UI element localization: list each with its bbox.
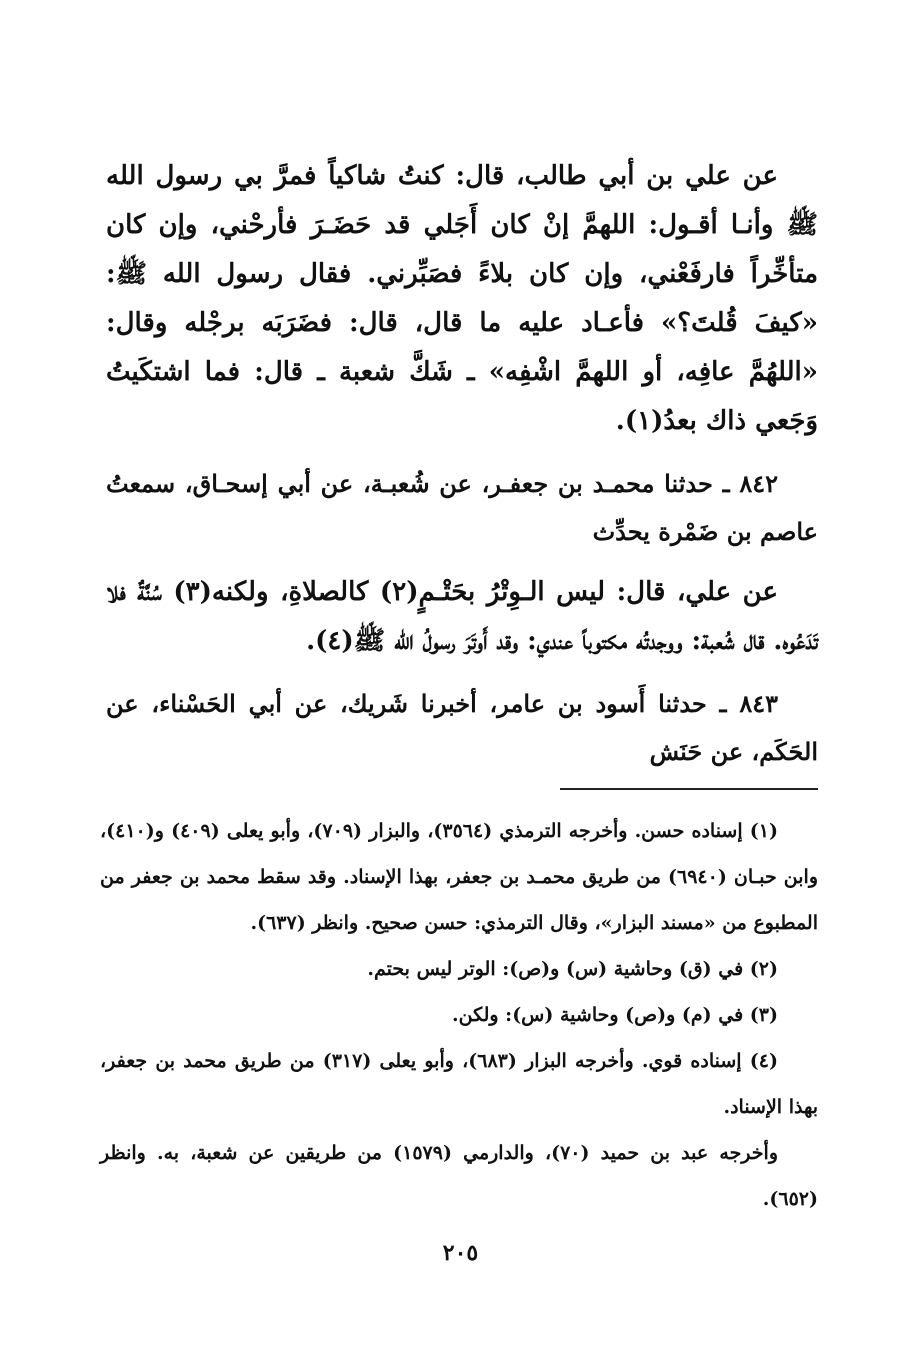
footnote-separator xyxy=(560,788,818,790)
footnote-2: (٢) في (ق) وحاشية (س) و(ص): الوتر ليس بحتم. xyxy=(367,958,778,980)
hadith-843-isnad: ٨٤٣ ـ حدثنا أَسود بن عامر، أخبرنا شَريك، عن أبي الحَسْناء، عن الحَكَم، عن حَنَش xyxy=(106,689,818,766)
footnote-4-continued: وأخرجه عبد بن حميد (٧٠)، والدارمي (١٥٧٩) من طريقين عن شعبة، به. وانظر (٦٥٢). xyxy=(100,1142,818,1210)
page-number: ٢٠٥ xyxy=(442,1240,479,1266)
main-text-block xyxy=(106,152,818,788)
footnotes-block xyxy=(100,808,818,1222)
footnote-1: (١) إسناده حسن. وأخرجه الترمذي (٣٥٦٤)، والبزار (٧٠٩)، وأبو يعلى (٤٠٩) و(٤١٠)، وابن حبـان (٦٩٤٠) من طريق محمـد بن جعفر، بهذا الإسناد. وقد سقط محمد بن جعفر من المطبوع من «مسند البزار»، وقال الترمذي: حسن صحيح. وانظر (٦٣٧). xyxy=(100,820,819,934)
hadith-842-isnad: ٨٤٢ ـ حدثنا محمـد بن جعفـر، عن شُعبـة، عن أبي إسحـاق، سمعتُ عاصم بن ضَمْرة يحدِّث xyxy=(106,469,818,546)
footnote-4: (٤) إسناده قوي. وأخرجه البزار (٦٨٣)، وأبو يعلى (٣١٧) من طريق محمد بن جعفر، بهذا الإسناد. xyxy=(100,1050,818,1118)
footnote-3: (٣) في (م) و(ص) وحاشية (س): ولكن. xyxy=(452,1004,778,1026)
hadith-842-body: عن علي، قال: ليس الـوِتْرُ بحَتْـمٍ(٢) كالصلاةِ، ولكنه(٣) سُنَّةٌ فلا تَدَعُوه. قال شُعبة: ووجدتُه مكتوباً عندي: وقد أَوتَرَ رسولُ الله ﷺ(٤). xyxy=(106,577,818,656)
hadith-841-body: عن علي بن أبي طالب، قال: كنتُ شاكياً فمرَّ بي رسول الله ﷺ وأنـا أقـول: اللهمَّ إنْ كان أَجَلي قد حَضَـرَ فأرحْني، وإن كان متأخِّراً فارفَعْني، وإن كان بلاءً فصَبِّرني. فقال رسول الله ﷺ: «كيفَ قُلتَ؟» فأعـاد عليه ما قال، قال: فضَرَبَه برجْله وقال: «اللهُمَّ عافِه، أو اللهمَّ اشْفِه» ـ شَكَّ شعبة ـ قال: فما اشتكَيتُ وَجَعي ذاك بعدُ(١). xyxy=(106,161,819,436)
